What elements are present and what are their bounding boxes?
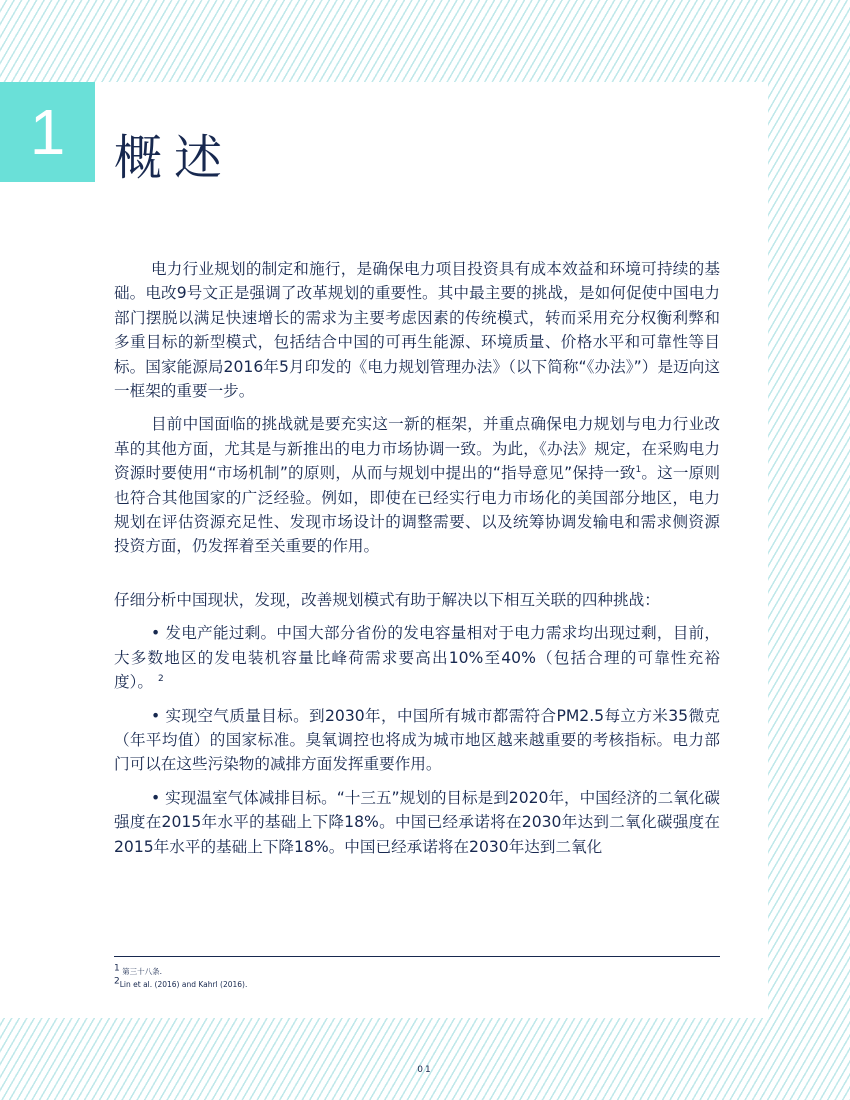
footnote-mark: 1 [635, 465, 642, 476]
page-number: 01 [417, 1065, 433, 1075]
paragraph [114, 412, 720, 558]
footnote-text: 第三十八条. [122, 967, 163, 976]
footnote-mark: 2 [114, 976, 120, 987]
list-item [114, 621, 720, 694]
chapter-number-badge: 1 [0, 82, 95, 182]
footnote [114, 978, 720, 991]
paragraph-text: 。这一原则也符合其他国家的广泛经验。例如，即使在已经实行电力市场化的美国部分地区，电力规划在评估资源充足性、发现市场设计的调整需要、以及统筹协调发输电和需求侧资源投资方面，仍发挥着至关重要的作用。 [114, 464, 720, 556]
paragraph: 电力行业规划的制定和施行，是确保电力项目投资具有成本效益和环境可持续的基础。电改9号文正是强调了改革规划的重要性。其中最主要的挑战，是如何促使中国电力部门摆脱以满足快速增长的需求为主要考虑因素的传统模式，转而采用充分权衡利弊和多重目标的新型模式，包括结合中国的可再生能源、环境质量、价格水平和可靠性等目标。国家能源局2016年5月印发的《电力规划管理办法》（以下简称“《办法》”）是迈向这一框架的重要一步。 [114, 260, 720, 401]
list-item [114, 704, 720, 777]
footnote-mark: 2 [157, 673, 164, 684]
paragraph: 仔细分析中国现状，发现，改善规划模式有助于解决以下相互关联的四种挑战： [114, 590, 660, 609]
list-item-text: 实现温室气体减排目标。“十三五”规划的目标是到2020年，中国经济的二氧化碳强度在2015年水平的基础上下降18%。中国已经承诺将在2030年达到二氧化碳强度在2015年水平的基础上下降18%。中国已经承诺将在2030年达到二氧化 [114, 788, 720, 856]
paragraph-text: 目前中国面临的挑战就是要充实这一新的框架，并重点确保电力规划与电力行业改革的其他方面，尤其是与新推出的电力市场协调一致。为此，《办法》规定，在采购电力资源时要使用“市场机制”的原则，从而与规划中提出的“指导意见”保持一致 [114, 415, 720, 483]
list-item-text: 发电产能过剩。中国大部分省份的发电容量相对于电力需求均出现过剩，目前，大多数地区的发电装机容量比峰荷需求要高出10%至40%（包括合理的可靠性充裕度）。 [114, 624, 720, 692]
list-item [114, 786, 720, 859]
footnote-mark: 1 [114, 963, 120, 974]
footnotes [114, 956, 720, 991]
list-item-text: 实现空气质量目标。到2030年，中国所有城市都需符合PM2.5每立方米35微克（年平均值）的国家标准。臭氧调控也将成为城市地区越来越重要的考核指标。电力部门可以在这些污染物的减排方面发挥重要作用。 [114, 706, 721, 774]
footnote-text: Lin et al. (2016) and Kahrl (2016). [119, 980, 248, 989]
body-text [114, 257, 720, 859]
footnote [114, 965, 720, 978]
page-title: 概述 [114, 130, 235, 186]
